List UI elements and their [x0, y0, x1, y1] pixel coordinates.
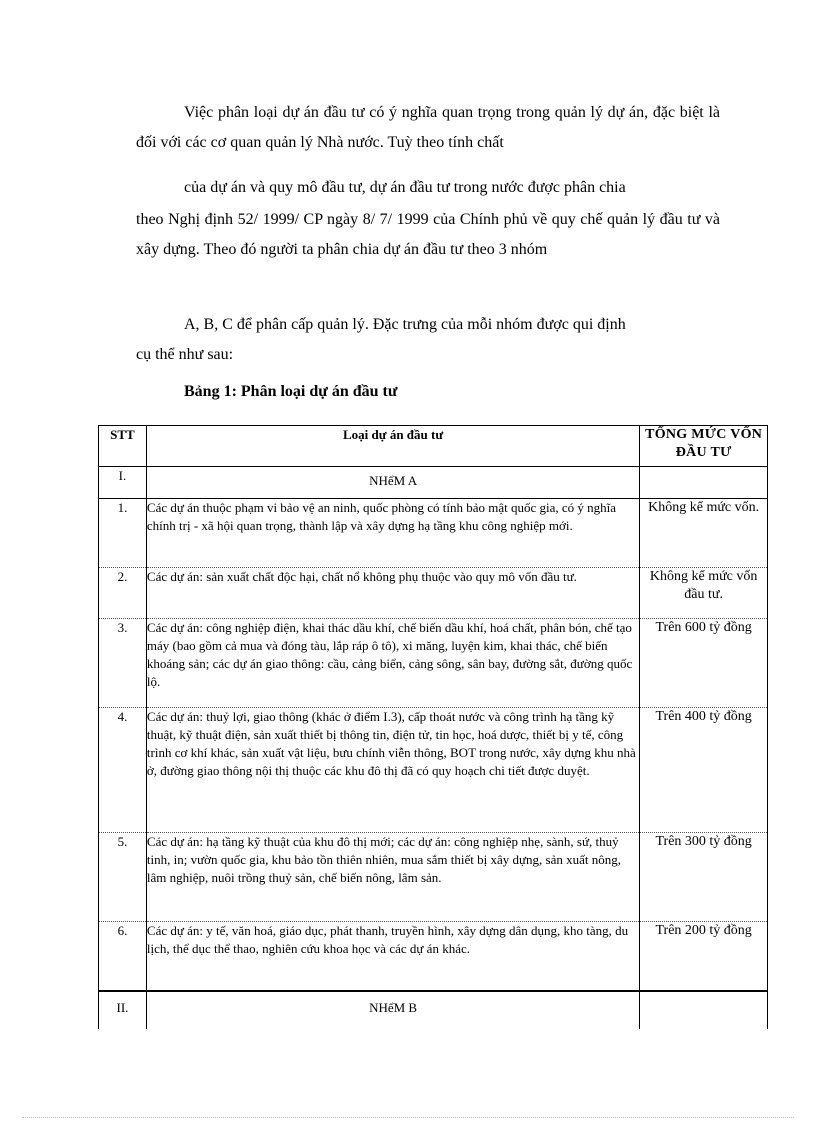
- group-b-label: NHểM B: [146, 991, 639, 1029]
- row-description: Các dự án: y tế, văn hoá, giáo dục, phát thanh, truyền hình, xây dựng dân dụng, kho tàng, du lịch, thể dục thể thao, nghiên cứu khoa học và các dự án khác.: [146, 922, 639, 992]
- table-row: [99, 499, 768, 568]
- row-number: 3.: [99, 619, 147, 708]
- page-bottom-divider: [22, 1117, 794, 1118]
- intro-paragraph-2-first-line: của dự án và quy mô đầu tư, dự án đầu tư trong nước được phân chia: [184, 179, 626, 196]
- table-row: [99, 708, 768, 833]
- intro-paragraph-3-continuation: cụ thể như sau:: [136, 346, 234, 363]
- row-capital: Trên 300 tỷ đồng: [640, 833, 768, 922]
- row-number: 6.: [99, 922, 147, 992]
- group-row-a: [99, 467, 768, 499]
- row-capital: Không kể mức vốn.: [640, 499, 768, 568]
- row-description: Các dự án: hạ tầng kỹ thuật của khu đô thị mới; các dự án: công nghiệp nhẹ, sành, sứ, thuỷ tinh, in; vườn quốc gia, khu bảo tồn thiên nhiên, mua sắm thiết bị xây dựng, sản xuất nông, lâm nghiệp, nuôi trồng thuỷ sản, chế biến nông, lâm sản.: [146, 833, 639, 922]
- table-row: [99, 619, 768, 708]
- row-capital: Trên 600 tỷ đồng: [640, 619, 768, 708]
- investment-classification-table: [98, 425, 768, 1029]
- row-number: 5.: [99, 833, 147, 922]
- table-row: [99, 833, 768, 922]
- table-header-row: [99, 426, 768, 467]
- group-a-number: I.: [99, 467, 147, 499]
- group-row-b: [99, 991, 768, 1029]
- row-number: 1.: [99, 499, 147, 568]
- header-total-capital: TỔNG MỨC VỐN ĐẦU TƯ: [640, 426, 768, 467]
- intro-paragraph-2-continuation: theo Nghị định 52/ 1999/ CP ngày 8/ 7/ 1999 của Chính phủ về quy chế quản lý đầu tư và xây dựng. Theo đó người ta phân chia dự án đầu tư theo 3 nhóm: [136, 211, 720, 258]
- group-a-label: NHểM A: [146, 467, 639, 499]
- row-description: Các dự án: công nghiệp điện, khai thác dầu khí, chế biến dầu khí, hoá chất, phân bón, chế tạo máy (bao gồm cả mua và đóng tàu, lắp ráp ô tô), xi măng, luyện kim, khai thác, chế biến khoáng sản; các dự án giao thông: cầu, cảng biển, cảng sông, sân bay, đường sắt, đường quốc lộ.: [146, 619, 639, 708]
- header-stt: STT: [99, 426, 147, 467]
- intro-paragraph-1: Việc phân loại dự án đầu tư có ý nghĩa quan trọng trong quản lý dự án, đặc biệt là đối với các cơ quan quản lý Nhà nước. Tuỳ theo tính chất: [136, 104, 720, 151]
- table-caption: Bảng 1: Phân loại dự án đầu tư: [184, 383, 398, 400]
- intro-paragraph-3-first-line: A, B, C để phân cấp quản lý. Đặc trưng của mỗi nhóm được qui định: [184, 316, 626, 333]
- table-row: [99, 568, 768, 619]
- table-row: [99, 922, 768, 992]
- row-capital: Trên 200 tỷ đồng: [640, 922, 768, 992]
- group-a-capital: [640, 467, 768, 499]
- header-project-type: Loại dự án đầu tư: [146, 426, 639, 467]
- group-b-capital: [640, 991, 768, 1029]
- row-number: 2.: [99, 568, 147, 619]
- row-capital: Trên 400 tỷ đồng: [640, 708, 768, 833]
- row-description: Các dự án: thuỷ lợi, giao thông (khác ở điểm I.3), cấp thoát nước và công trình hạ tầng kỹ thuật, kỹ thuật điện, sản xuất thiết bị thông tin, điện tử, tin học, hoá dược, thiết bị y tế, công trình cơ khí khác, sản xuất vật liệu, bưu chính viễn thông, BOT trong nước, xây dựng khu nhà ở, đường giao thông nội thị thuộc các khu đô thị đã có quy hoạch chi tiết được duyệt.: [146, 708, 639, 833]
- row-description: Các dự án: sản xuất chất độc hại, chất nổ không phụ thuộc vào quy mô vốn đầu tư.: [146, 568, 639, 619]
- row-number: 4.: [99, 708, 147, 833]
- group-b-number: II.: [99, 991, 147, 1029]
- row-description: Các dự án thuộc phạm vi bảo vệ an ninh, quốc phòng có tính bảo mật quốc gia, có ý nghĩa chính trị - xã hội quan trọng, thành lập và xây dựng hạ tầng khu công nghiệp mới.: [146, 499, 639, 568]
- row-capital: Không kể mức vốn đầu tư.: [640, 568, 768, 619]
